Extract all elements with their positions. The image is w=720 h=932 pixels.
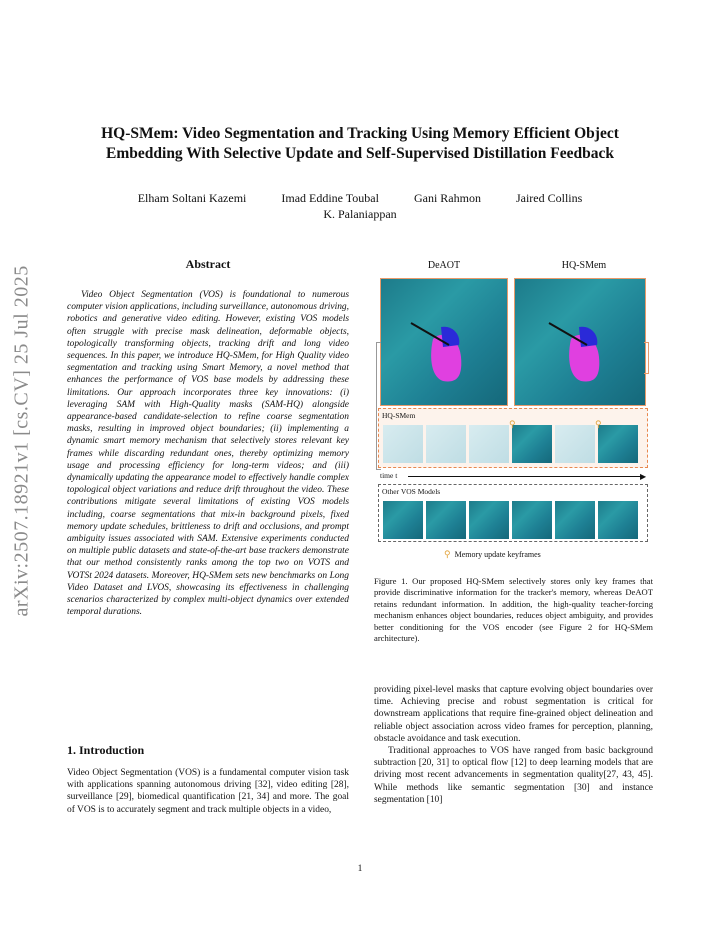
frame-thumbnail xyxy=(426,501,466,539)
intro-paragraph: Video Object Segmentation (VOS) is a fundamental computer vision task with applications spanning autonomous driving [32], video editing [28], surveillance [29], biomedical quantification [21, 34] and more. The goal of VOS is to accurately segment and track multiple objects in a video, xyxy=(67,768,349,815)
deaot-frame xyxy=(380,278,508,406)
key-icon: ⚲ xyxy=(444,549,451,559)
figure-caption: Figure 1. Our proposed HQ-SMem selectively stores only key frames that provide discriminative information for the tracker's memory, whereas DeAOT retains redundant information. In addition, the high-quality teacher-forcing mechanism enhances object boundaries, reduces object ambiguity, and provides better conditioning for the VOS encoder (see Figure 2 for HQ-SMem architecture). xyxy=(374,576,653,644)
author-list xyxy=(0,191,720,206)
frame-thumbnail xyxy=(598,425,638,463)
figure-legend: ⚲ Memory update keyframes xyxy=(444,549,541,559)
figure-column-label: DeAOT xyxy=(427,260,461,271)
strip-label: Other VOS Models xyxy=(382,487,441,496)
hqsmem-frame xyxy=(514,278,646,406)
frame-thumbnail xyxy=(383,501,423,539)
author-name: Elham Soltani Kazemi xyxy=(137,191,247,205)
author-name: Imad Eddine Toubal xyxy=(281,191,379,205)
author-name: K. Palaniappan xyxy=(323,207,397,221)
key-icon: ⚲ xyxy=(509,419,516,429)
frame-thumbnail xyxy=(555,501,595,539)
frame-thumbnail xyxy=(555,425,595,463)
frame-thumbnail xyxy=(426,425,466,463)
author-name: Gani Rahmon xyxy=(413,191,481,205)
page-number: 1 xyxy=(357,864,363,874)
frame-thumbnail xyxy=(512,501,552,539)
paper-title: HQ-SMem: Video Segmentation and Tracking Using Memory Efficient Object Embedding With Selective Update and Self-Supervised Distillation Feedback xyxy=(101,125,619,162)
arxiv-stamp: arXiv:2507.18921v1 [cs.CV] 25 Jul 2025 xyxy=(10,265,33,617)
figure-column-label: HQ-SMem xyxy=(561,260,607,271)
time-arrow xyxy=(408,476,644,477)
strip-label: HQ-SMem xyxy=(382,411,416,420)
frame-thumbnail xyxy=(469,501,509,539)
key-icon: ⚲ xyxy=(595,419,602,429)
figure-1: DeAOT HQ-SMem HQ-SMem ⚲ ⚲ time t ▶ Other VOS Models ⚲ Memory update keyframes xyxy=(374,258,653,562)
section-heading: 1. Introduction xyxy=(67,743,145,757)
frame-thumbnail xyxy=(469,425,509,463)
frame-thumbnail xyxy=(512,425,552,463)
author-name: Jaired Collins xyxy=(515,191,583,205)
frame-thumbnail xyxy=(383,425,423,463)
time-label: time t xyxy=(380,471,398,480)
hqsmem-strip xyxy=(378,408,648,468)
abstract-heading: Abstract xyxy=(185,257,231,271)
other-vos-strip xyxy=(378,484,648,542)
abstract-text: Video Object Segmentation (VOS) is foundational to numerous computer vision applications, including surveillance, autonomous driving, robotics and generative video editing. However, existing VOS models often struggle with precise mask delineation, deformable objects, topologically transforming objects, tracking drift and long video sequences. In this paper, we introduce HQ-SMem, for High Quality video segmentation and tracking using Smart Memory, a novel method that enhances the performance of VOS base models by addressing these limitations. Our approach incorporates three key innovations: (i) leveraging SAM with High-Quality masks (SAM-HQ) alongside appearance-based candidate-selection to refine coarse segmentation masks, resulting in improved object boundaries; (ii) implementing a dynamic smart memory mechanism that selectively stores relevant key frames while discarding redundant ones, thereby optimizing memory usage and processing efficiency for long-term videos; and (iii) dynamically updating the appearance model to effectively handle complex topological object variations and reduce drift throughout the video. These contributions mitigate several limitations of existing VOS models including, coarse segmentations that mix-in background pixels, fixed memory update schedules, brittleness to drift and occlusions, and prompt ambiguity issues associated with SAM. Extensive experiments conducted on multiple public datasets and state-of-the-art base trackers demonstrate that our method consistently ranks among the top two on VOTS and VOTSt 2024 datasets. Moreover, HQ-SMem sets new benchmarks on Long Video Dataset and LVOS, showcasing its effectiveness in challenging scenarios characterized by complex multi-object dynamics over extended temporal durations. xyxy=(67,290,349,618)
frame-thumbnail xyxy=(598,501,638,539)
intro-paragraph-right: providing pixel-level masks that capture evolving object boundaries over time. Achieving precise and robust segmentation is critical for downstream applications that require fine-grained object delineation and reliable object association across video frames for perception, planning, obstacle avoidance and task execution. Traditional approaches to VOS have ranged from basic background subtraction [20, 31] to optical flow [12] to deep learning models that are driving most recent advancements in segmentation quality[27, 43, 45]. While methods like semantic segmentation [30] and instance segmentation [10] xyxy=(374,685,653,805)
